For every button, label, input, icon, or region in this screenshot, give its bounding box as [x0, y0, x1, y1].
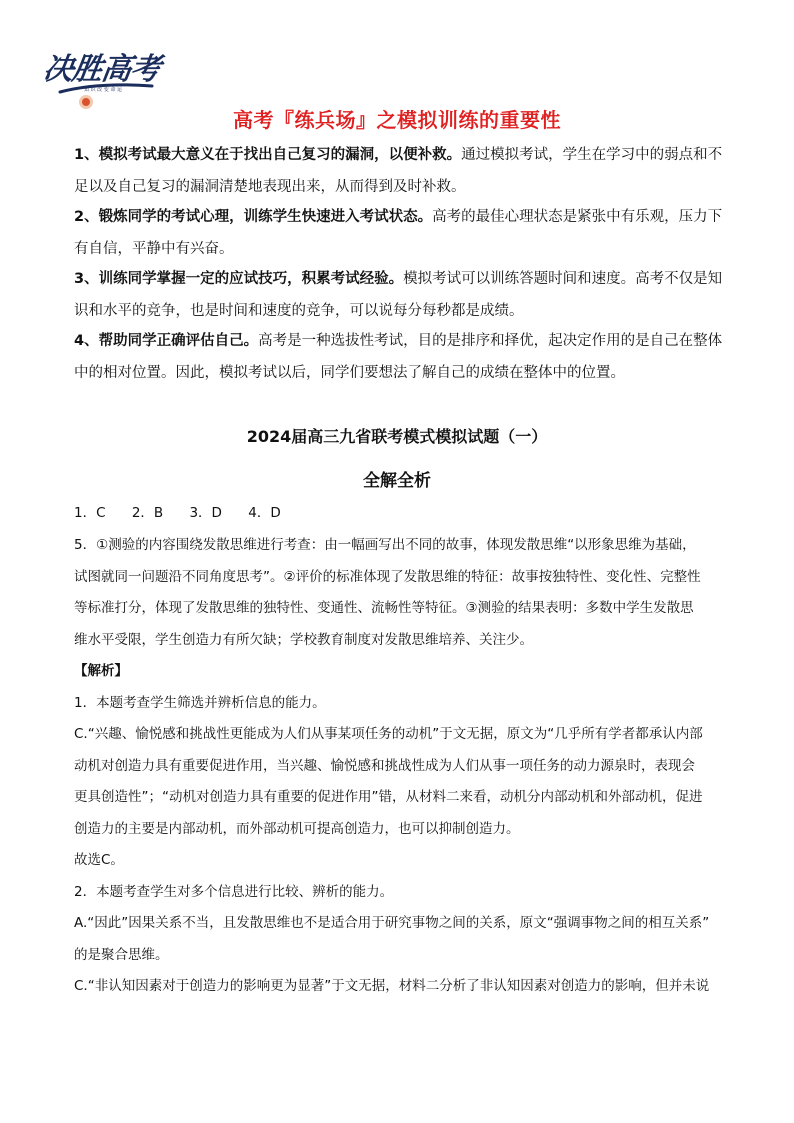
logo-text: 决胜高考 [41, 52, 162, 87]
intro-item-1 [74, 140, 726, 203]
intro-item-1-line2: 足以及自己复习的漏洞清楚地表现出来，从而得到及时补救。 [74, 178, 466, 195]
q1-line: 1．本题考查学生筛选并辨析信息的能力。 [74, 694, 326, 711]
intro-item-3 [74, 264, 726, 327]
q1-line: 动机对创造力具有重要促进作用，当兴趣、愉悦感和挑战性成为人们从事一项任务的动力源泉时，表现会 [74, 757, 695, 774]
answer-1: 1．C [74, 505, 106, 521]
q5-line: 试图就同一问题沿不同角度思考”。②评价的标准体现了发散思维的特征：故事按独特性、变化性、完整性 [74, 568, 701, 585]
q1-line: 更具创造性”；“动机对创造力具有重要的促进作用”错，从材料二来看，动机分内部动机和外部动机，促进 [74, 789, 703, 805]
q2-line: 2．本题考查学生对多个信息进行比较、辨析的能力。 [74, 883, 394, 900]
intro-item-4-text: 高考是一种选拔性考试，目的是排序和择优，起决定作用的是自己在整体 [258, 333, 723, 349]
q1-line: 故选C。 [74, 852, 124, 868]
main-content [74, 530, 726, 1003]
intro-item-1-text: 通过模拟考试，学生在学习中的弱点和不 [461, 147, 723, 163]
exam-subtitle: 全解全析 [363, 471, 431, 491]
intro-item-3-bold: 3、训练同学掌握一定的应试技巧，积累考试经验。 [74, 271, 404, 287]
intro-item-1-bold: 1、模拟考试最大意义在于找出自己复习的漏洞，以便补救。 [74, 147, 462, 163]
analysis-label: 【解析】 [74, 663, 128, 679]
intro-item-2 [74, 202, 726, 265]
intro-item-3-line2: 识和水平的竞争，也是时间和速度的竞争，可以说每分每秒都是成绩。 [74, 302, 524, 319]
q5-line: 5．①测验的内容围绕发散思维进行考查：由一幅画写出不同的故事，体现发散思维“以形象思维为基础， [74, 537, 696, 553]
q2-line: 的是聚合思维。 [74, 946, 169, 963]
q1-line: C.“兴趣、愉悦感和挑战性更能成为人们从事某项任务的动机”于文无据，原文为“几乎所有学者都承认内部 [74, 726, 703, 742]
q2-line: A.“因此”因果关系不当，且发散思维也不是适合用于研究事物之间的关系，原文“强调事物之间的相互关系” [74, 915, 710, 931]
intro-title: 高考『练兵场』之模拟训练的重要性 [233, 108, 561, 132]
answer-2: 2．B [131, 505, 164, 521]
answer-4: 4．D [248, 505, 281, 521]
intro-item-2-text: 高考的最佳心理状态是紧张中有乐观，压力下 [432, 209, 723, 225]
q2-line: C.“非认知因素对于创造力的影响更为显著”于文无据，材料二分析了非认知因素对创造力的影响，但并未说 [74, 978, 710, 994]
exam-title: 2024届高三九省联考模式模拟试题（一） [246, 427, 548, 446]
intro-item-3-text: 模拟考试可以训练答题时间和速度。高考不仅是知 [403, 271, 723, 287]
intro-item-2-bold: 2、锻炼同学的考试心理，训练学生快速进入考试状态。 [74, 209, 433, 225]
intro-item-4-line2: 中的相对位置。因此，模拟考试以后，同学们要想法了解自己的成绩在整体中的位置。 [74, 364, 625, 381]
answers-row [74, 498, 726, 530]
q1-line: 创造力的主要是内部动机，而外部动机可提高创造力，也可以抑制创造力。 [74, 820, 520, 837]
intro-item-4-bold: 4、帮助同学正确评估自己。 [74, 333, 259, 349]
intro-item-4 [74, 326, 726, 389]
q5-line: 等标准打分，体现了发散思维的独特性、变通性、流畅性等特征。③测验的结果表明：多数中学生发散思 [74, 600, 694, 616]
answer-3: 3．D [189, 505, 222, 521]
intro-item-2-line2: 有自信，平静中有兴奋。 [74, 240, 234, 257]
logo-subtext: 知 识 改 变 命 运 [84, 87, 122, 93]
q5-line: 维水平受限，学生创造力有所欠缺；学校教育制度对发散思维培养、关注少。 [74, 631, 533, 648]
